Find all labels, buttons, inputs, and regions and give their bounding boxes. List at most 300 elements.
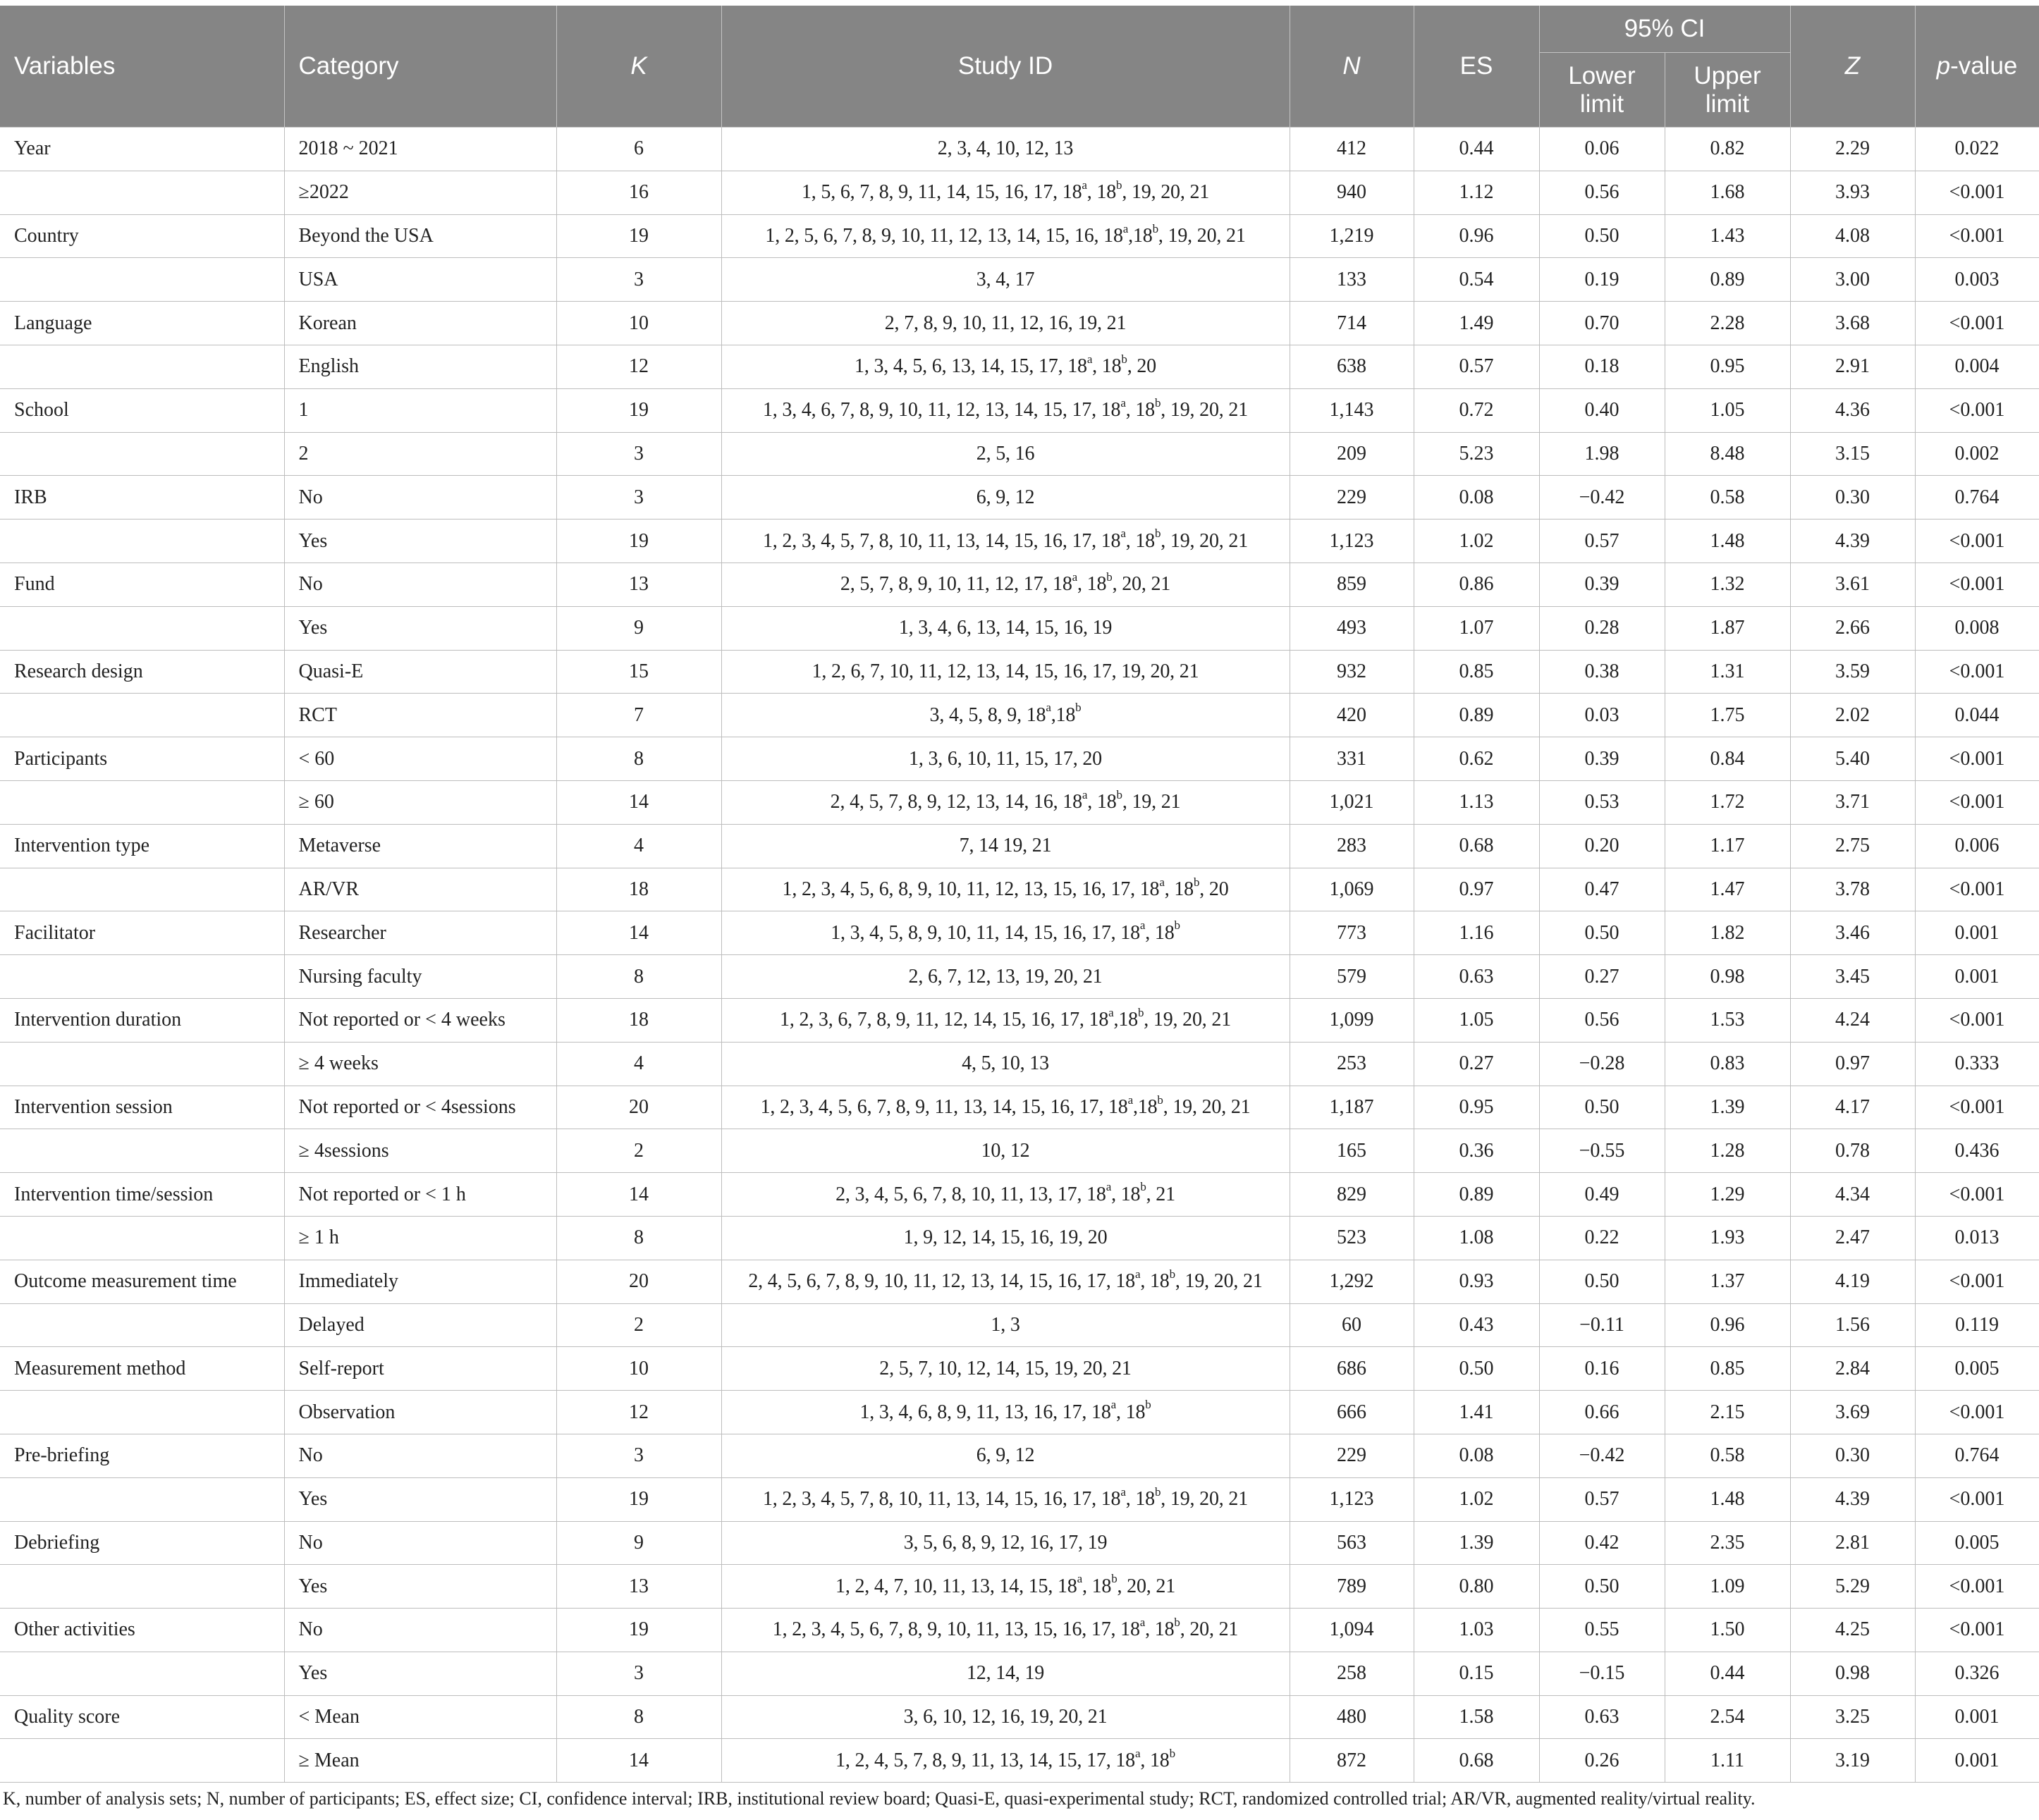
header-k: K xyxy=(556,6,721,128)
cell-k: 12 xyxy=(556,1391,721,1434)
cell-z: 4.19 xyxy=(1790,1260,1915,1303)
cell-z: 2.47 xyxy=(1790,1216,1915,1260)
cell-variable: Intervention type xyxy=(0,824,284,868)
cell-k: 14 xyxy=(556,911,721,955)
cell-z: 3.15 xyxy=(1790,432,1915,476)
table-row xyxy=(0,128,2039,171)
cell-p-value: 0.001 xyxy=(1915,1695,2039,1739)
cell-k: 8 xyxy=(556,955,721,999)
cell-p-value: <0.001 xyxy=(1915,171,2039,214)
cell-n: 133 xyxy=(1290,258,1414,302)
cell-upper-limit: 1.09 xyxy=(1665,1565,1790,1609)
cell-es: 0.86 xyxy=(1414,562,1539,606)
cell-category: AR/VR xyxy=(284,868,556,911)
cell-lower-limit: 0.50 xyxy=(1539,214,1665,258)
cell-category: Beyond the USA xyxy=(284,214,556,258)
cell-lower-limit: 0.57 xyxy=(1539,519,1665,563)
cell-variable: Year xyxy=(0,128,284,171)
cell-p-value: <0.001 xyxy=(1915,998,2039,1042)
subgroup-analysis-table xyxy=(0,6,2039,1783)
cell-upper-limit: 1.87 xyxy=(1665,606,1790,650)
cell-lower-limit: 0.39 xyxy=(1539,737,1665,781)
cell-n: 789 xyxy=(1290,1565,1414,1609)
cell-lower-limit: 0.53 xyxy=(1539,780,1665,824)
table-row xyxy=(0,214,2039,258)
cell-category: Metaverse xyxy=(284,824,556,868)
cell-lower-limit: 0.39 xyxy=(1539,562,1665,606)
cell-k: 3 xyxy=(556,476,721,519)
table-row xyxy=(0,694,2039,737)
cell-upper-limit: 0.95 xyxy=(1665,345,1790,388)
cell-study-id: 1, 2, 4, 7, 10, 11, 13, 14, 15, 18$^a$, 18$^b$, 20, 21 xyxy=(721,1565,1290,1609)
cell-upper-limit: 1.50 xyxy=(1665,1609,1790,1652)
cell-upper-limit: 0.44 xyxy=(1665,1652,1790,1695)
cell-study-id: 2, 7, 8, 9, 10, 11, 12, 16, 19, 21 xyxy=(721,302,1290,345)
cell-upper-limit: 1.53 xyxy=(1665,998,1790,1042)
cell-k: 14 xyxy=(556,780,721,824)
cell-lower-limit: 0.26 xyxy=(1539,1739,1665,1783)
cell-study-id: 1, 2, 5, 6, 7, 8, 9, 10, 11, 12, 13, 14, 15, 16, 18$^a$,18$^b$, 19, 20, 21 xyxy=(721,214,1290,258)
cell-n: 480 xyxy=(1290,1695,1414,1739)
cell-lower-limit: 0.70 xyxy=(1539,302,1665,345)
cell-study-id: 2, 3, 4, 5, 6, 7, 8, 10, 11, 13, 17, 18$^a$, 18$^b$, 21 xyxy=(721,1173,1290,1217)
cell-p-value: 0.022 xyxy=(1915,128,2039,171)
cell-n: 1,123 xyxy=(1290,519,1414,563)
cell-study-id: 3, 5, 6, 8, 9, 12, 16, 17, 19 xyxy=(721,1521,1290,1565)
cell-n: 420 xyxy=(1290,694,1414,737)
cell-variable xyxy=(0,1652,284,1695)
cell-z: 3.46 xyxy=(1790,911,1915,955)
cell-lower-limit: 0.55 xyxy=(1539,1609,1665,1652)
cell-study-id: 1, 3, 4, 6, 13, 14, 15, 16, 19 xyxy=(721,606,1290,650)
cell-z: 0.30 xyxy=(1790,476,1915,519)
cell-p-value: <0.001 xyxy=(1915,1260,2039,1303)
table-row xyxy=(0,911,2039,955)
cell-category: Not reported or < 1 h xyxy=(284,1173,556,1217)
cell-es: 0.85 xyxy=(1414,650,1539,694)
cell-z: 4.08 xyxy=(1790,214,1915,258)
cell-upper-limit: 0.58 xyxy=(1665,476,1790,519)
cell-es: 0.63 xyxy=(1414,955,1539,999)
header-upper-limit: Upper limit xyxy=(1665,53,1790,128)
cell-n: 829 xyxy=(1290,1173,1414,1217)
cell-z: 3.19 xyxy=(1790,1739,1915,1783)
header-ci: 95% CI xyxy=(1539,6,1790,53)
header-es: ES xyxy=(1414,6,1539,128)
cell-k: 4 xyxy=(556,1042,721,1086)
cell-variable: Language xyxy=(0,302,284,345)
cell-n: 493 xyxy=(1290,606,1414,650)
cell-k: 10 xyxy=(556,302,721,345)
cell-lower-limit: −0.55 xyxy=(1539,1129,1665,1173)
cell-n: 523 xyxy=(1290,1216,1414,1260)
cell-es: 0.72 xyxy=(1414,388,1539,432)
cell-lower-limit: 0.63 xyxy=(1539,1695,1665,1739)
cell-variable: Measurement method xyxy=(0,1347,284,1391)
cell-lower-limit: −0.15 xyxy=(1539,1652,1665,1695)
cell-n: 666 xyxy=(1290,1391,1414,1434)
cell-category: Not reported or < 4 weeks xyxy=(284,998,556,1042)
header-category: Category xyxy=(284,6,556,128)
cell-n: 1,219 xyxy=(1290,214,1414,258)
cell-variable: Facilitator xyxy=(0,911,284,955)
cell-k: 15 xyxy=(556,650,721,694)
cell-lower-limit: 0.47 xyxy=(1539,868,1665,911)
cell-k: 14 xyxy=(556,1739,721,1783)
cell-z: 3.25 xyxy=(1790,1695,1915,1739)
cell-study-id: 1, 3, 4, 5, 6, 13, 14, 15, 17, 18$^a$, 18$^b$, 20 xyxy=(721,345,1290,388)
cell-z: 3.59 xyxy=(1790,650,1915,694)
cell-upper-limit: 0.82 xyxy=(1665,128,1790,171)
cell-p-value: 0.001 xyxy=(1915,1739,2039,1783)
cell-es: 0.89 xyxy=(1414,694,1539,737)
cell-k: 18 xyxy=(556,998,721,1042)
cell-study-id: 2, 4, 5, 7, 8, 9, 12, 13, 14, 16, 18$^a$, 18$^b$, 19, 21 xyxy=(721,780,1290,824)
table-row xyxy=(0,432,2039,476)
cell-category: Observation xyxy=(284,1391,556,1434)
cell-n: 283 xyxy=(1290,824,1414,868)
cell-variable xyxy=(0,1739,284,1783)
cell-p-value: <0.001 xyxy=(1915,388,2039,432)
cell-p-value: <0.001 xyxy=(1915,1391,2039,1434)
cell-n: 638 xyxy=(1290,345,1414,388)
cell-k: 3 xyxy=(556,258,721,302)
cell-es: 5.23 xyxy=(1414,432,1539,476)
cell-category: RCT xyxy=(284,694,556,737)
cell-study-id: 1, 2, 6, 7, 10, 11, 12, 13, 14, 15, 16, 17, 19, 20, 21 xyxy=(721,650,1290,694)
cell-n: 1,069 xyxy=(1290,868,1414,911)
cell-upper-limit: 1.43 xyxy=(1665,214,1790,258)
cell-study-id: 2, 6, 7, 12, 13, 19, 20, 21 xyxy=(721,955,1290,999)
cell-k: 19 xyxy=(556,1477,721,1521)
cell-variable xyxy=(0,868,284,911)
cell-p-value: <0.001 xyxy=(1915,214,2039,258)
cell-z: 3.45 xyxy=(1790,955,1915,999)
cell-lower-limit: 0.06 xyxy=(1539,128,1665,171)
cell-upper-limit: 0.85 xyxy=(1665,1347,1790,1391)
cell-k: 2 xyxy=(556,1303,721,1347)
cell-lower-limit: 0.28 xyxy=(1539,606,1665,650)
cell-variable: Outcome measurement time xyxy=(0,1260,284,1303)
cell-upper-limit: 2.35 xyxy=(1665,1521,1790,1565)
cell-es: 0.97 xyxy=(1414,868,1539,911)
cell-lower-limit: 0.56 xyxy=(1539,998,1665,1042)
header-study-id: Study ID xyxy=(721,6,1290,128)
table-row xyxy=(0,258,2039,302)
table-row xyxy=(0,1609,2039,1652)
table-row xyxy=(0,998,2039,1042)
cell-category: Yes xyxy=(284,1477,556,1521)
cell-es: 1.05 xyxy=(1414,998,1539,1042)
cell-z: 4.36 xyxy=(1790,388,1915,432)
cell-variable xyxy=(0,1216,284,1260)
cell-upper-limit: 1.31 xyxy=(1665,650,1790,694)
cell-category: Delayed xyxy=(284,1303,556,1347)
cell-n: 258 xyxy=(1290,1652,1414,1695)
cell-study-id: 1, 3 xyxy=(721,1303,1290,1347)
cell-study-id: 1, 2, 3, 6, 7, 8, 9, 11, 12, 14, 15, 16, 17, 18$^a$,18$^b$, 19, 20, 21 xyxy=(721,998,1290,1042)
cell-lower-limit: −0.11 xyxy=(1539,1303,1665,1347)
cell-variable xyxy=(0,1042,284,1086)
cell-variable: Participants xyxy=(0,737,284,781)
cell-lower-limit: 0.03 xyxy=(1539,694,1665,737)
cell-category: Immediately xyxy=(284,1260,556,1303)
table-row xyxy=(0,1565,2039,1609)
cell-category: Yes xyxy=(284,1652,556,1695)
cell-lower-limit: 0.42 xyxy=(1539,1521,1665,1565)
table-row xyxy=(0,1042,2039,1086)
cell-category: No xyxy=(284,1434,556,1477)
table-row xyxy=(0,171,2039,214)
cell-upper-limit: 0.83 xyxy=(1665,1042,1790,1086)
cell-p-value: 0.005 xyxy=(1915,1521,2039,1565)
table-row xyxy=(0,1477,2039,1521)
cell-z: 2.75 xyxy=(1790,824,1915,868)
cell-p-value: <0.001 xyxy=(1915,562,2039,606)
cell-n: 229 xyxy=(1290,476,1414,519)
cell-p-value: 0.013 xyxy=(1915,1216,2039,1260)
cell-upper-limit: 2.15 xyxy=(1665,1391,1790,1434)
cell-lower-limit: 0.66 xyxy=(1539,1391,1665,1434)
cell-p-value: <0.001 xyxy=(1915,737,2039,781)
cell-p-value: <0.001 xyxy=(1915,1086,2039,1129)
cell-k: 9 xyxy=(556,1521,721,1565)
cell-z: 2.29 xyxy=(1790,128,1915,171)
cell-z: 4.24 xyxy=(1790,998,1915,1042)
cell-category: 2018 ~ 2021 xyxy=(284,128,556,171)
cell-variable xyxy=(0,1303,284,1347)
cell-upper-limit: 1.28 xyxy=(1665,1129,1790,1173)
cell-z: 3.68 xyxy=(1790,302,1915,345)
cell-n: 714 xyxy=(1290,302,1414,345)
cell-p-value: 0.006 xyxy=(1915,824,2039,868)
cell-k: 8 xyxy=(556,737,721,781)
header-p-value xyxy=(1915,6,2039,128)
cell-variable xyxy=(0,1391,284,1434)
cell-p-value: 0.764 xyxy=(1915,476,2039,519)
cell-p-value: 0.004 xyxy=(1915,345,2039,388)
cell-es: 1.03 xyxy=(1414,1609,1539,1652)
cell-k: 19 xyxy=(556,388,721,432)
cell-z: 2.66 xyxy=(1790,606,1915,650)
cell-n: 1,123 xyxy=(1290,1477,1414,1521)
table-row xyxy=(0,1173,2039,1217)
cell-z: 4.39 xyxy=(1790,519,1915,563)
cell-k: 3 xyxy=(556,432,721,476)
cell-variable: Intervention time/session xyxy=(0,1173,284,1217)
cell-p-value: <0.001 xyxy=(1915,868,2039,911)
header-z: Z xyxy=(1790,6,1915,128)
cell-category: ≥ 60 xyxy=(284,780,556,824)
table-row xyxy=(0,519,2039,563)
cell-study-id: 3, 4, 17 xyxy=(721,258,1290,302)
cell-variable xyxy=(0,519,284,563)
cell-p-value: <0.001 xyxy=(1915,1609,2039,1652)
cell-p-value: 0.436 xyxy=(1915,1129,2039,1173)
cell-variable: Research design xyxy=(0,650,284,694)
cell-upper-limit: 2.54 xyxy=(1665,1695,1790,1739)
cell-lower-limit: 0.50 xyxy=(1539,1260,1665,1303)
cell-k: 2 xyxy=(556,1129,721,1173)
cell-category: ≥ 4sessions xyxy=(284,1129,556,1173)
cell-es: 1.13 xyxy=(1414,780,1539,824)
cell-p-value: 0.002 xyxy=(1915,432,2039,476)
cell-es: 1.41 xyxy=(1414,1391,1539,1434)
cell-upper-limit: 1.47 xyxy=(1665,868,1790,911)
cell-variable xyxy=(0,171,284,214)
cell-es: 1.39 xyxy=(1414,1521,1539,1565)
cell-category: Self-report xyxy=(284,1347,556,1391)
cell-variable: Country xyxy=(0,214,284,258)
cell-p-value: 0.764 xyxy=(1915,1434,2039,1477)
cell-es: 0.36 xyxy=(1414,1129,1539,1173)
cell-lower-limit: 0.22 xyxy=(1539,1216,1665,1260)
cell-category: 2 xyxy=(284,432,556,476)
cell-p-value: 0.326 xyxy=(1915,1652,2039,1695)
cell-es: 1.02 xyxy=(1414,519,1539,563)
cell-study-id: 2, 4, 5, 6, 7, 8, 9, 10, 11, 12, 13, 14, 15, 16, 17, 18$^a$, 18$^b$, 19, 20, 21 xyxy=(721,1260,1290,1303)
cell-k: 3 xyxy=(556,1652,721,1695)
cell-study-id: 1, 9, 12, 14, 15, 16, 19, 20 xyxy=(721,1216,1290,1260)
table-row xyxy=(0,1216,2039,1260)
cell-n: 932 xyxy=(1290,650,1414,694)
cell-es: 0.89 xyxy=(1414,1173,1539,1217)
cell-study-id: 3, 6, 10, 12, 16, 19, 20, 21 xyxy=(721,1695,1290,1739)
cell-k: 19 xyxy=(556,1609,721,1652)
cell-lower-limit: 1.98 xyxy=(1539,432,1665,476)
table-row xyxy=(0,955,2039,999)
cell-upper-limit: 1.93 xyxy=(1665,1216,1790,1260)
cell-variable xyxy=(0,1565,284,1609)
cell-k: 7 xyxy=(556,694,721,737)
cell-p-value: <0.001 xyxy=(1915,1565,2039,1609)
cell-lower-limit: 0.38 xyxy=(1539,650,1665,694)
cell-study-id: 1, 3, 4, 6, 8, 9, 11, 13, 16, 17, 18$^a$, 18$^b$ xyxy=(721,1391,1290,1434)
cell-lower-limit: 0.49 xyxy=(1539,1173,1665,1217)
cell-z: 2.02 xyxy=(1790,694,1915,737)
cell-variable: Pre-briefing xyxy=(0,1434,284,1477)
cell-es: 0.68 xyxy=(1414,1739,1539,1783)
cell-study-id: 12, 14, 19 xyxy=(721,1652,1290,1695)
cell-k: 9 xyxy=(556,606,721,650)
cell-n: 872 xyxy=(1290,1739,1414,1783)
cell-k: 14 xyxy=(556,1173,721,1217)
cell-study-id: 1, 2, 3, 4, 5, 6, 8, 9, 10, 11, 12, 13, 15, 16, 17, 18$^a$, 18$^b$, 20 xyxy=(721,868,1290,911)
cell-variable: Fund xyxy=(0,562,284,606)
cell-variable: Intervention session xyxy=(0,1086,284,1129)
table-row xyxy=(0,1391,2039,1434)
cell-category: No xyxy=(284,1609,556,1652)
cell-es: 1.07 xyxy=(1414,606,1539,650)
cell-k: 4 xyxy=(556,824,721,868)
table-row xyxy=(0,650,2039,694)
cell-study-id: 6, 9, 12 xyxy=(721,1434,1290,1477)
cell-n: 1,021 xyxy=(1290,780,1414,824)
cell-lower-limit: 0.56 xyxy=(1539,171,1665,214)
cell-es: 0.54 xyxy=(1414,258,1539,302)
cell-upper-limit: 1.48 xyxy=(1665,1477,1790,1521)
cell-upper-limit: 1.75 xyxy=(1665,694,1790,737)
cell-study-id: 1, 2, 3, 4, 5, 7, 8, 10, 11, 13, 14, 15, 16, 17, 18$^a$, 18$^b$, 19, 20, 21 xyxy=(721,1477,1290,1521)
cell-variable: Debriefing xyxy=(0,1521,284,1565)
cell-category: Researcher xyxy=(284,911,556,955)
cell-category: Quasi-E xyxy=(284,650,556,694)
cell-variable: IRB xyxy=(0,476,284,519)
cell-p-value: 0.001 xyxy=(1915,911,2039,955)
cell-variable: Quality score xyxy=(0,1695,284,1739)
cell-study-id: 1, 3, 4, 6, 7, 8, 9, 10, 11, 12, 13, 14, 15, 17, 18$^a$, 18$^b$, 19, 20, 21 xyxy=(721,388,1290,432)
cell-upper-limit: 1.29 xyxy=(1665,1173,1790,1217)
cell-es: 0.68 xyxy=(1414,824,1539,868)
cell-upper-limit: 0.96 xyxy=(1665,1303,1790,1347)
table-row xyxy=(0,606,2039,650)
cell-lower-limit: 0.19 xyxy=(1539,258,1665,302)
cell-study-id: 1, 3, 6, 10, 11, 15, 17, 20 xyxy=(721,737,1290,781)
table-footnote: K, number of analysis sets; N, number of participants; ES, effect size; CI, confidence interval; IRB, institutional review board; Quasi-E, quasi-experimental study; RCT, randomized controlled trial; AR/VR, augmented reality/virtual reality. xyxy=(3,1788,1756,1809)
cell-category: Yes xyxy=(284,606,556,650)
cell-k: 12 xyxy=(556,345,721,388)
cell-es: 0.95 xyxy=(1414,1086,1539,1129)
cell-variable xyxy=(0,432,284,476)
cell-study-id: 2, 3, 4, 10, 12, 13 xyxy=(721,128,1290,171)
cell-upper-limit: 0.84 xyxy=(1665,737,1790,781)
cell-k: 10 xyxy=(556,1347,721,1391)
cell-study-id: 2, 5, 16 xyxy=(721,432,1290,476)
cell-p-value: 0.119 xyxy=(1915,1303,2039,1347)
cell-z: 5.29 xyxy=(1790,1565,1915,1609)
cell-p-value: 0.333 xyxy=(1915,1042,2039,1086)
table-row xyxy=(0,1434,2039,1477)
cell-es: 0.44 xyxy=(1414,128,1539,171)
cell-lower-limit: 0.50 xyxy=(1539,911,1665,955)
table-row xyxy=(0,302,2039,345)
cell-z: 0.78 xyxy=(1790,1129,1915,1173)
cell-n: 1,094 xyxy=(1290,1609,1414,1652)
cell-z: 4.25 xyxy=(1790,1609,1915,1652)
cell-p-value: <0.001 xyxy=(1915,1173,2039,1217)
cell-variable xyxy=(0,258,284,302)
table-row xyxy=(0,1129,2039,1173)
cell-es: 0.50 xyxy=(1414,1347,1539,1391)
cell-variable xyxy=(0,1477,284,1521)
table-row xyxy=(0,824,2039,868)
table-row xyxy=(0,345,2039,388)
cell-n: 1,099 xyxy=(1290,998,1414,1042)
cell-es: 0.43 xyxy=(1414,1303,1539,1347)
cell-z: 3.71 xyxy=(1790,780,1915,824)
cell-n: 1,292 xyxy=(1290,1260,1414,1303)
cell-upper-limit: 8.48 xyxy=(1665,432,1790,476)
cell-category: English xyxy=(284,345,556,388)
table-row xyxy=(0,1086,2039,1129)
cell-variable xyxy=(0,955,284,999)
cell-k: 13 xyxy=(556,1565,721,1609)
cell-p-value: <0.001 xyxy=(1915,519,2039,563)
cell-es: 0.93 xyxy=(1414,1260,1539,1303)
table-row xyxy=(0,737,2039,781)
cell-upper-limit: 1.48 xyxy=(1665,519,1790,563)
cell-n: 579 xyxy=(1290,955,1414,999)
cell-lower-limit: 0.57 xyxy=(1539,1477,1665,1521)
cell-es: 0.57 xyxy=(1414,345,1539,388)
cell-lower-limit: −0.28 xyxy=(1539,1042,1665,1086)
table-row xyxy=(0,1652,2039,1695)
table-row xyxy=(0,1695,2039,1739)
cell-category: Yes xyxy=(284,519,556,563)
cell-n: 165 xyxy=(1290,1129,1414,1173)
cell-n: 1,143 xyxy=(1290,388,1414,432)
cell-lower-limit: 0.50 xyxy=(1539,1086,1665,1129)
